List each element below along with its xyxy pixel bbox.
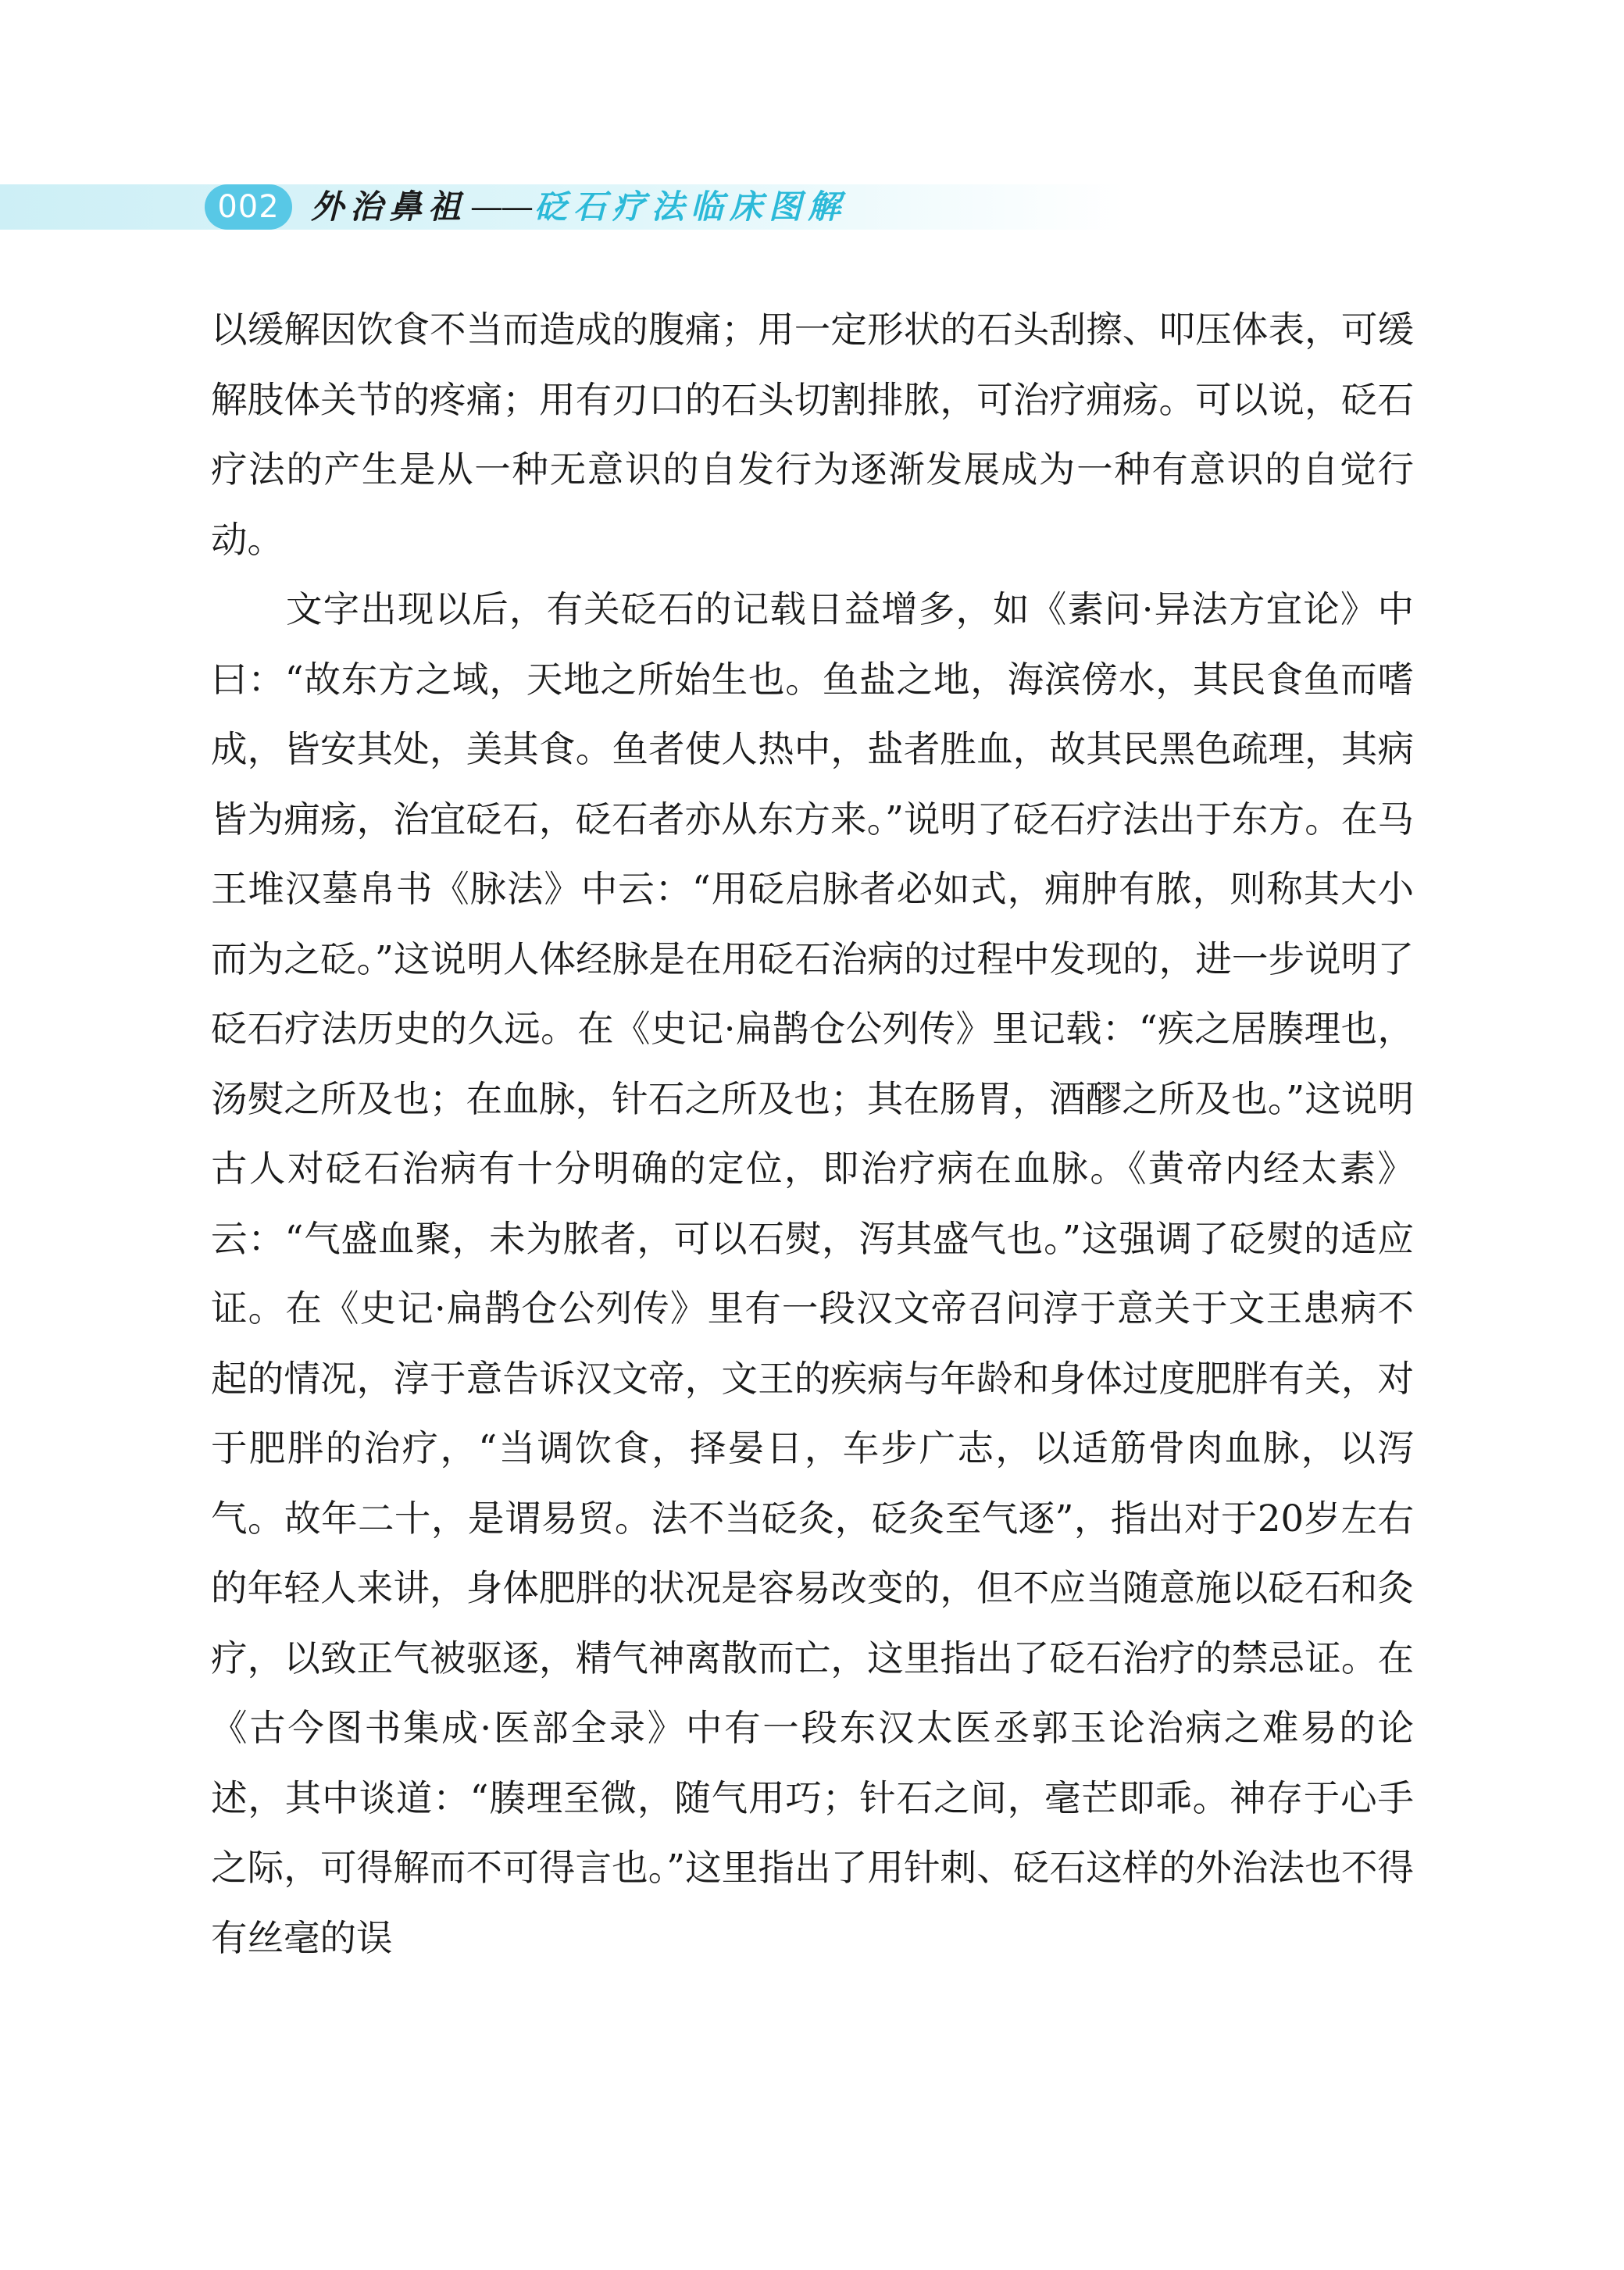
paragraph-1: 以缓解因饮食不当而造成的腹痛；用一定形状的石头刮擦、叩压体表，可缓解肢体关节的疼痛；用有刃口的石头切割排脓，可治疗痈疡。可以说，砭石疗法的产生是从一种无意识的自发行为逐渐发展成为一种有意识的自觉行动。 <box>211 309 1414 561</box>
page-number-badge: 002 <box>205 184 292 230</box>
running-head <box>311 184 847 230</box>
paragraph-2: 文字出现以后，有关砭石的记载日益增多，如《素问·异法方宜论》中曰：“故东方之域，天地之所始生也。鱼盐之地，海滨傍水，其民食鱼而嗜成，皆安其处，美其食。鱼者使人热中，盐者胜血，故其民黑色疏理，其病皆为痈疡，治宜砭石，砭石者亦从东方来。”说明了砭石疗法出于东方。在马王堆汉墓帛书《脉法》中云：“用砭启脉者必如式，痈肿有脓，则称其大小而为之砭。”这说明人体经脉是在用砭石治病的过程中发现的，进一步说明了砭石疗法历史的久远。在《史记·扁鹊仓公列传》里记载：“疾之居腠理也，汤熨之所及也；在血脉，针石之所及也；其在肠胃，酒醪之所及也。”这说明古人对砭石治病有十分明确的定位，即治疗病在血脉。《黄帝内经太素》云：“气盛血聚，未为脓者，可以石熨，泻其盛气也。”这强调了砭熨的适应证。在《史记·扁鹊仓公列传》里有一段汉文帝召问淳于意关于文王患病不起的情况，淳于意告诉汉文帝，文王的疾病与年龄和身体过度肥胖有关，对于肥胖的治疗，“当调饮食，择晏日，车步广志，以适筋骨肉血脉，以泻气。故年二十，是谓易贸。法不当砭灸，砭灸至气逐”，指出对于20岁左右的年轻人来讲，身体肥胖的状况是容易改变的，但不应当随意施以砭石和灸疗，以致正气被驱逐，精气神离散而亡，这里指出了砭石治疗的禁忌证。在《古今图书集成·医部全录》中有一段东汉太医丞郭玉论治病之难易的论述，其中谈道：“腠理至微，随气用巧；针石之间，毫芒即乖。神存于心手之际，可得解而不可得言也。”这里指出了用针刺、砭石这样的外治法也不得有丝毫的误 <box>211 588 1414 1959</box>
book-title: 外治鼻祖 <box>311 187 468 226</box>
book-subtitle: 砭石疗法临床图解 <box>534 187 848 226</box>
body-text <box>211 295 1414 1973</box>
title-separator: —— <box>470 187 532 226</box>
